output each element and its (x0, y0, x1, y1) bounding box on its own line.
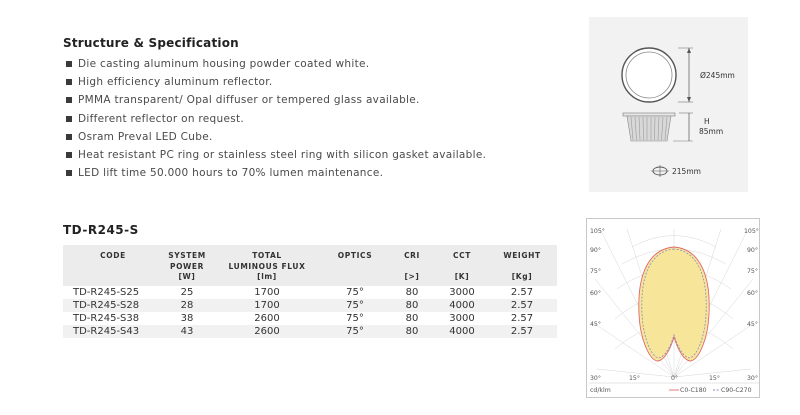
header-weight: WEIGHT [Kg] (503, 251, 541, 281)
polar-diagram (587, 219, 761, 399)
spec-item: LED lift time 50.000 hours to 70% lumen maintenance. (66, 164, 486, 182)
cell-cct: 4000 (437, 299, 487, 312)
cell-cri: 80 (405, 312, 419, 324)
model-title: TD-R245-S (63, 223, 139, 237)
height-label: H (704, 117, 710, 126)
cutout-label: 215mm (672, 167, 701, 176)
cell-cct: 3000 (449, 286, 475, 298)
cell-code: TD-R245-S38 (73, 312, 140, 324)
top-view-inner-ring (626, 52, 672, 98)
spec-item: Different reflector on request. (66, 110, 486, 128)
cell-code: TD-R245-S28 (63, 299, 163, 312)
angle-label-right-45: 45° (747, 321, 758, 328)
structure-heading: Structure & Specification (63, 36, 239, 50)
side-view-heatsink (627, 116, 671, 141)
legend-c0-c180: C0-C180 (680, 387, 707, 394)
angle-label-bottom-15-left: 15° (629, 375, 640, 382)
cell-flux: 1700 (254, 286, 280, 298)
angle-label-right-105: 105° (744, 228, 759, 235)
cell-cct: 3000 (449, 312, 475, 324)
spec-table (63, 245, 557, 338)
side-view-rim (623, 113, 675, 116)
cell-cri: 80 (387, 299, 437, 312)
angle-label-right-30: 30° (747, 375, 758, 382)
angle-label-left-90: 90° (590, 247, 601, 254)
angle-label-left-60: 60° (590, 290, 601, 297)
header-optics: OPTICS (337, 251, 373, 260)
angle-label-right-90: 90° (747, 247, 758, 254)
cell-cri: 80 (405, 286, 419, 298)
table-row (63, 325, 557, 338)
cell-power: 38 (180, 312, 194, 324)
header-luminous-flux: TOTAL LUMINOUS FLUX [lm] (228, 251, 306, 281)
cell-optics: 75° (323, 299, 387, 312)
header-cct: CCT [K] (453, 251, 471, 281)
spec-list (66, 55, 486, 182)
spec-item: Heat resistant PC ring or stainless steel ring with silicon gasket available. (66, 146, 486, 164)
spec-item: High efficiency aluminum reflector. (66, 73, 486, 91)
angle-label-left-45: 45° (590, 321, 601, 328)
angle-label-left-30: 30° (590, 375, 601, 382)
cell-flux: 2600 (211, 325, 323, 338)
cell-flux: 1700 (211, 299, 323, 312)
table-header-row (63, 245, 557, 286)
diameter-label: Ø245mm (700, 71, 735, 80)
cell-power: 28 (163, 299, 211, 312)
cell-code: TD-R245-S43 (63, 325, 163, 338)
polar-diagram-panel (586, 218, 760, 398)
cell-cct: 4000 (437, 325, 487, 338)
cell-weight: 2.57 (487, 299, 557, 312)
angle-label-bottom-15-right: 15° (709, 375, 720, 382)
spec-item: Osram Preval LED Cube. (66, 128, 486, 146)
angle-label-left-105: 105° (590, 228, 605, 235)
cell-power: 43 (163, 325, 211, 338)
legend-c90-c270: C90-C270 (721, 387, 752, 394)
dimension-drawing-panel (589, 17, 748, 192)
cell-weight: 2.57 (510, 312, 534, 324)
polar-unit-label: cd/klm (590, 387, 611, 394)
cell-power: 25 (180, 286, 194, 298)
height-value: 85mm (699, 127, 724, 136)
header-code: CODE (100, 251, 126, 260)
cell-weight: 2.57 (510, 286, 534, 298)
cell-flux: 2600 (254, 312, 280, 324)
cell-optics: 75° (346, 312, 364, 324)
cell-code: TD-R245-S25 (73, 286, 140, 298)
angle-label-right-75: 75° (747, 268, 758, 275)
table-row (63, 286, 557, 299)
spec-item: PMMA transparent/ Opal diffuser or tempered glass available. (66, 91, 486, 109)
table-row (63, 299, 557, 312)
table-row (63, 312, 557, 325)
dimension-drawing (589, 17, 748, 192)
spec-item: Die casting aluminum housing powder coated white. (66, 55, 486, 73)
cell-optics: 75° (346, 286, 364, 298)
angle-label-left-75: 75° (590, 268, 601, 275)
angle-label-bottom-0: 0° (671, 375, 679, 382)
cell-cri: 80 (387, 325, 437, 338)
cell-weight: 2.57 (487, 325, 557, 338)
angle-label-right-60: 60° (747, 290, 758, 297)
cell-optics: 75° (323, 325, 387, 338)
header-system-power: SYSTEM POWER [W] (168, 251, 206, 281)
header-cri: CRI [>] (404, 251, 420, 281)
